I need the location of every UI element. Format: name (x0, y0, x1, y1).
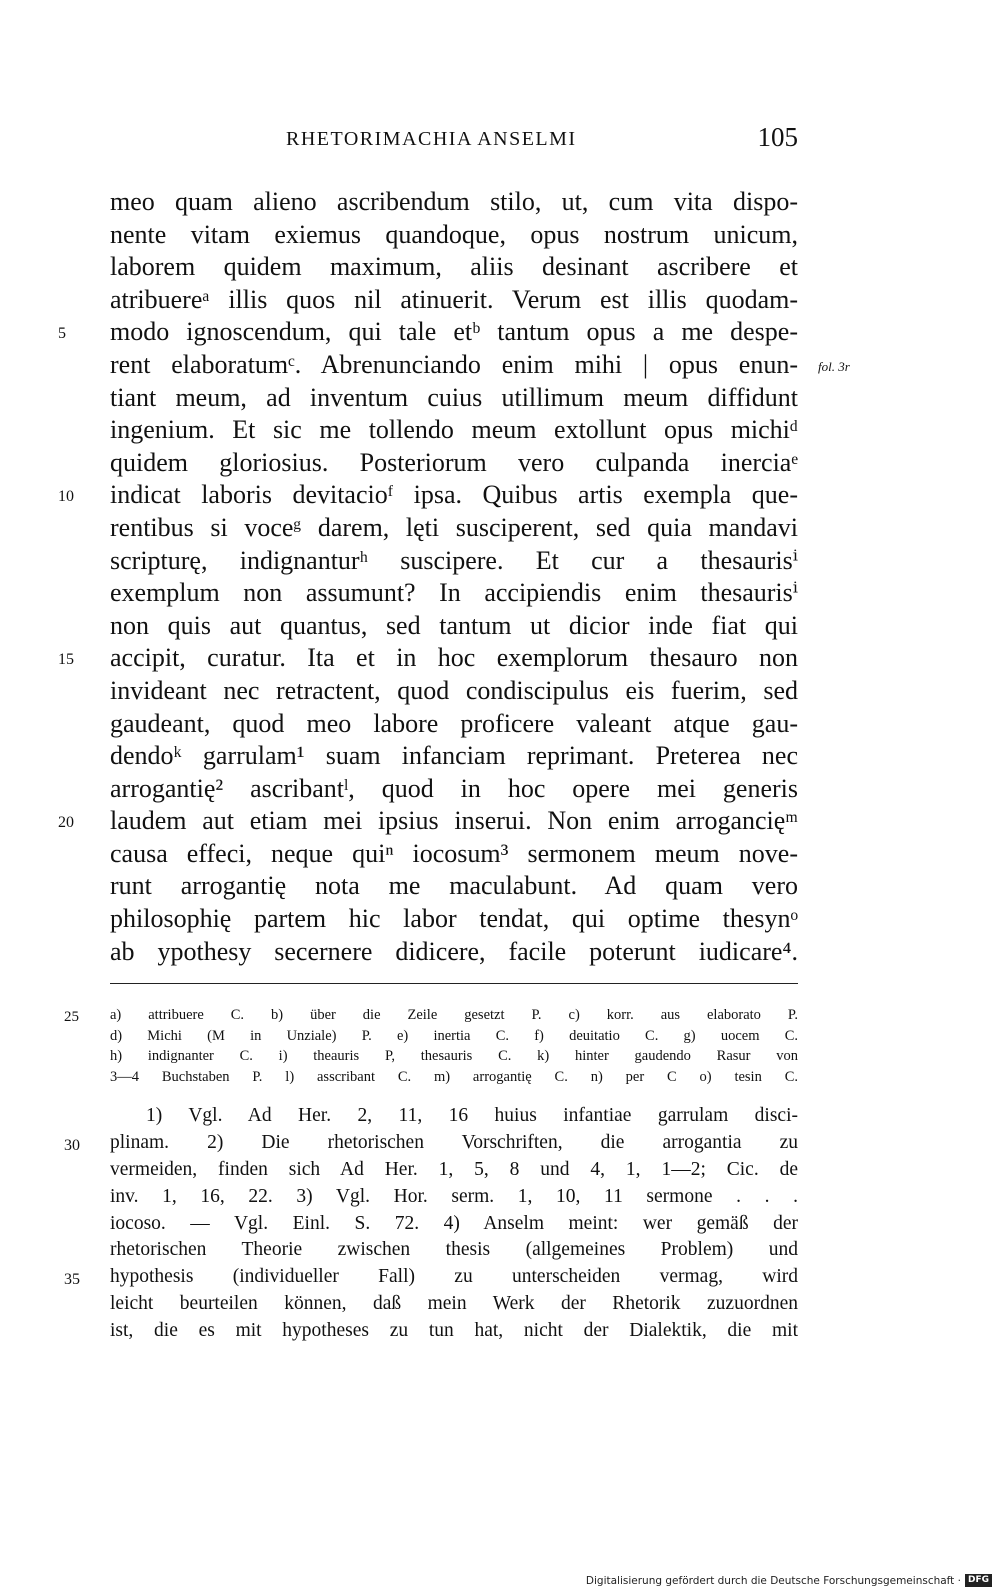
digitization-credit (586, 1574, 992, 1587)
note-line (64, 1130, 798, 1157)
line-text: laudem aut etiam mei ipsius inserui. Non enim arrogancięᵐ (110, 806, 798, 836)
note-line (110, 1291, 798, 1318)
main-line (110, 186, 798, 219)
divider-rule (110, 983, 798, 984)
main-line (110, 251, 798, 284)
line-text: indicat laboris devitacioᶠ ipsa. Quibus artis exempla que- (110, 480, 798, 510)
line-text: philosophię partem hic labor tendat, qui optime thesynᵒ (110, 904, 798, 934)
line-text: h) indignanter C. i) theauris P, thesauris C. k) hinter gaudendo Rasur von (110, 1048, 798, 1065)
line-number: 10 (58, 488, 74, 506)
line-text: leicht beurteilen können, daß mein Werk der Rhetorik zuzuordnen (110, 1293, 798, 1315)
main-line (110, 447, 798, 480)
line-text: gaudeant, quod meo labore proficere valeant atque gau- (110, 708, 798, 738)
line-text: exemplum non assumunt? In accipiendis enim thesaurisⁱ (110, 578, 798, 608)
line-text: arrogantię² ascribantˡ, quod in hoc opere mei generis (110, 773, 798, 803)
line-text: meo quam alieno ascribendum stilo, ut, cum vita dispo- (110, 187, 798, 216)
main-line (110, 936, 798, 969)
page-number: 105 (757, 122, 798, 152)
line-text: scripturę, indignanturʰ suscipere. Et cur a thesaurisⁱ (110, 545, 798, 575)
credit-text: Digitalisierung gefördert durch die Deutsche Forschungsgemeinschaft · (585, 1574, 961, 1587)
line-text: runt arrogantię nota me maculabunt. Ad quam vero (110, 871, 798, 901)
main-line (110, 219, 798, 252)
line-text: accipit, curatur. Ita et in hoc exemplorum thesauro non (110, 643, 798, 673)
main-line (58, 316, 798, 349)
main-line (110, 610, 798, 643)
dfg-logo: DFG (965, 1574, 992, 1587)
line-number: 20 (58, 814, 74, 832)
line-text: inv. 1, 16, 22. 3) Vgl. Hor. serm. 1, 10, 11 sermone . . . (110, 1185, 798, 1207)
running-title: RHETORIMACHIA ANSELMI (286, 128, 577, 150)
folio-margin-note: fol. 3r (818, 358, 850, 374)
line-number: 30 (64, 1136, 80, 1154)
line-text: 3—4 Buchstaben P. l) asscribant C. m) arrogantię C. n) per C o) tesin C. (110, 1069, 798, 1086)
footnotes (64, 1103, 798, 1345)
line-text: ingenium. Et sic me tollendo meum extollunt opus michiᵈ (110, 415, 798, 445)
main-line (110, 349, 850, 382)
line-text: causa effeci, neque quiⁿ iocosum³ sermonem meum nove- (110, 838, 798, 868)
main-line (110, 577, 798, 610)
line-text: dendoᵏ garrulam¹ suam infanciam reprimant. Preterea nec (110, 741, 798, 771)
note-line (110, 1184, 798, 1211)
main-line (110, 870, 798, 903)
line-text: nente vitam exiemus quandoque, opus nostrum unicum, (110, 219, 798, 249)
line-text: non quis aut quantus, sed tantum ut dicior inde fiat qui (110, 610, 798, 640)
line-text: invideant nec retractent, quod condiscipulus eis fuerim, sed (110, 675, 798, 705)
line-text: hypothesis (individueller Fall) zu unterscheiden vermag, wird (110, 1266, 798, 1288)
line-text: tiant meum, ad inventum cuius utillimum meum diffidunt (110, 382, 798, 412)
note-line (110, 1211, 798, 1238)
main-line (110, 414, 798, 447)
line-number: 5 (58, 325, 66, 343)
main-line (110, 545, 798, 578)
note-line (110, 1157, 798, 1184)
apparatus-line (64, 1005, 798, 1026)
note-line (110, 1318, 798, 1345)
main-line (110, 903, 798, 936)
line-text: ist, die es mit hypotheses zu tun hat, nicht der Dialektik, die mit (110, 1320, 798, 1342)
running-header (108, 122, 798, 158)
line-number: 35 (64, 1271, 80, 1289)
main-line (110, 740, 798, 773)
apparatus-line (110, 1067, 798, 1088)
line-text: rent elaboratumᶜ. Abrenunciando enim mihi | opus enun- (110, 349, 798, 379)
apparatus-line (110, 1046, 798, 1067)
line-text: rentibus si voceᵍ darem, lęti susciperent, sed quia mandavi (110, 512, 798, 542)
note-line (64, 1264, 798, 1291)
apparatus-line (110, 1026, 798, 1047)
main-text (58, 186, 850, 968)
main-line (110, 382, 798, 415)
main-line (58, 805, 798, 838)
line-text: rhetorischen Theorie zwischen thesis (allgemeines Problem) und (110, 1239, 798, 1261)
note-line (110, 1237, 798, 1264)
line-text: a) attribuere C. b) über die Zeile gesetzt P. c) korr. aus elaborato P. (110, 1007, 798, 1023)
main-line (110, 512, 798, 545)
line-text: ab ypothesy secernere didicere, facile poterunt iudicare⁴. (110, 936, 798, 966)
main-line (58, 642, 798, 675)
line-text: quidem gloriosius. Posteriorum vero culpanda inerciaᵉ (110, 447, 798, 477)
main-line (110, 284, 798, 317)
line-text: d) Michi (M in Unziale) P. e) inertia C. f) deuitatio C. g) uocem C. (110, 1027, 798, 1044)
line-text: plinam. 2) Die rhetorischen Vorschriften, die arrogantia zu (110, 1131, 798, 1153)
main-line (110, 773, 798, 806)
line-number: 25 (64, 1009, 79, 1025)
line-text: laborem quidem maximum, aliis desinant ascribere et (110, 252, 798, 282)
main-line (110, 838, 798, 871)
line-text: vermeiden, finden sich Ad Her. 1, 5, 8 und 4, 1, 1—2; Cic. de (110, 1158, 798, 1180)
critical-apparatus (64, 1005, 798, 1088)
line-text: atribuereᵃ illis quos nil atinuerit. Verum est illis quodam- (110, 284, 798, 314)
line-text: modo ignoscendum, qui tale etᵇ tantum opus a me despe- (110, 317, 798, 347)
line-text: 1) Vgl. Ad Her. 2, 11, 16 huius infantiae garrulam disci- (146, 1105, 798, 1126)
note-line (110, 1103, 798, 1130)
line-number: 15 (58, 651, 74, 669)
main-line (58, 479, 798, 512)
main-line (110, 675, 798, 708)
main-line (110, 708, 798, 741)
line-text: iocoso. — Vgl. Einl. S. 72. 4) Anselm meint: wer gemäß der (110, 1212, 798, 1234)
